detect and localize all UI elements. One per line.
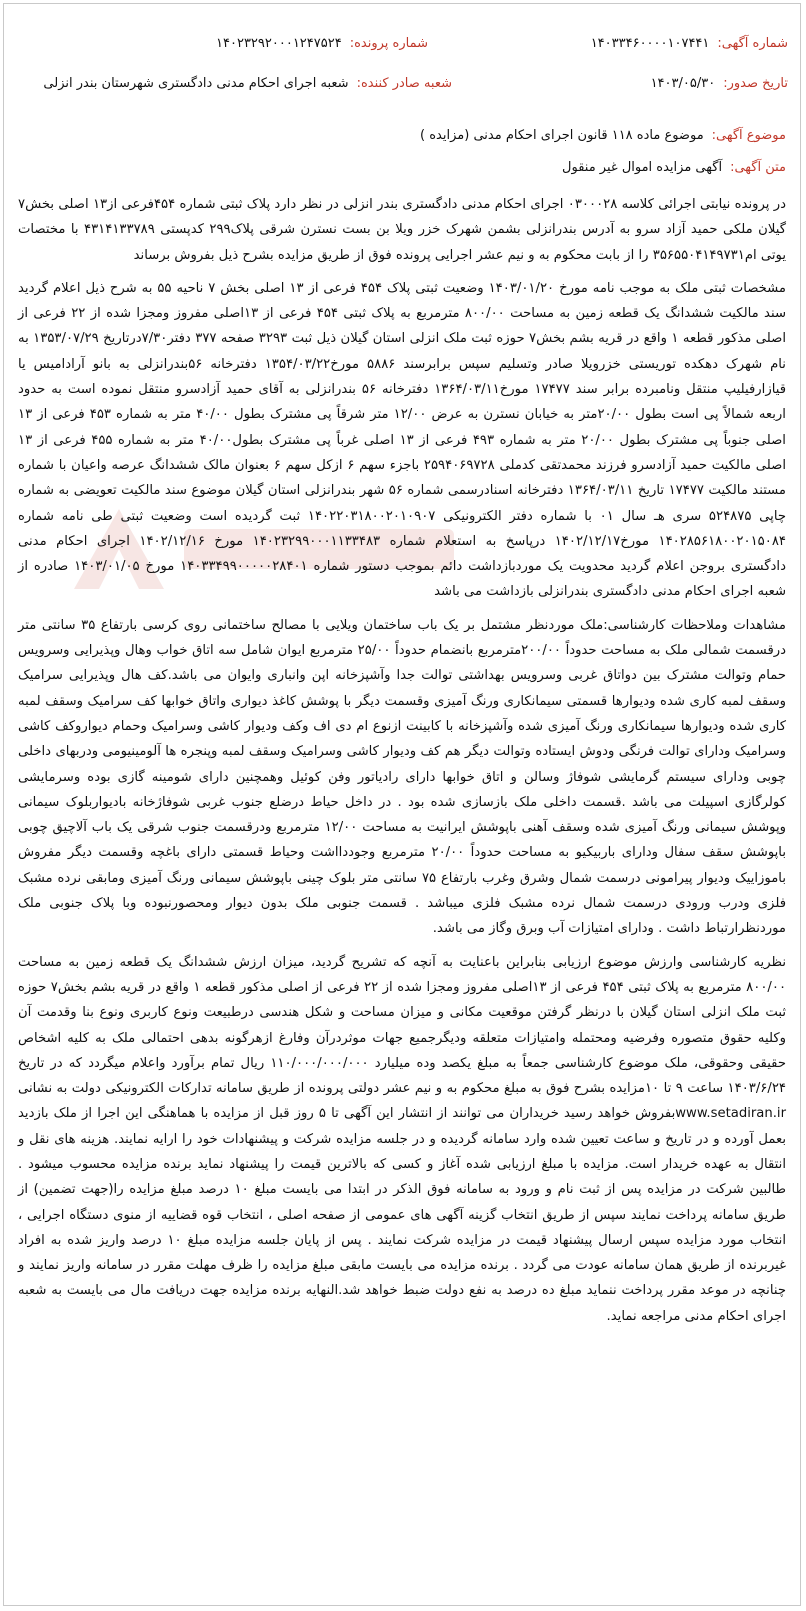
ad-number-label: شماره آگهی: bbox=[717, 36, 788, 51]
issue-date: ۱۴۰۳/۰۵/۳۰ bbox=[650, 76, 716, 91]
notice-title bbox=[562, 160, 786, 175]
paragraph-case-intro: در پرونده نیابتی اجرائی کلاسه ۰۳۰۰۰۲۸ اجرای احکام مدنی دادگستری بندر انزلی در نظر دارد پلاک ثبتی شماره ۴۵۴فرعی از۱۳ اصلی بخش۷ گیلان ملکی حمید آزاد سرو به آدرس بندرانزلی بشمن شهرک خزر ویلا بن بست نسترن شرقی پلاک۲۹۹ کدپستی ۴۳۱۴۱۳۳۷۸۹ با مختصات یوتی ام۳۵۶۵۵۰۴۱۴۹۷۳۱ را از بابت محکوم به و نیم عشر اجرایی پرونده فوق از طریق مزایده بشرح ذیل بفروش برساند bbox=[18, 197, 787, 263]
issue-date-row bbox=[651, 76, 788, 91]
subject-value: موضوع ماده ۱۱۸ قانون اجرای احکام مدنی (مزایده ) bbox=[420, 128, 704, 143]
ad-number: ۱۴۰۳۳۴۶۰۰۰۰۱۰۷۴۴۱ bbox=[590, 36, 710, 51]
paragraph-registration-details: مشخصات ثبتی ملک به موجب نامه مورخ ۱۴۰۳/۰۱/۲۰ وضعیت ثبتی پلاک ۴۵۴ فرعی از ۱۳ اصلی بخش ۷ ناحیه ۵۵ به شرح ذیل اعلام گردید سند مالکیت ششدانگ یک قطعه زمین به مساحت ۸۰۰/۰۰ مترمربع به پلاک ثبتی ۴۵۴ فرعی از ۱۳اصلی مفروز ومجزا شده از ۲۲ فرعی از اصلی مذکور قطعه ۱ واقع در قریه بشم بخش۷ حوزه ثبت ملک انزلی استان گیلان ذیل ثبت ۳۲۹۳ صفحه ۳۷۷ دفتر۷/۳۰درتاریخ ۱۳۵۳/۰۷/۲۹ به نام شهرک دهکده توریستی خزرویلا صادر وتسلیم سپس برابرسند ۵۸۸۶ مورخ۱۳۵۴/۰۳/۲۲ دفترخانه ۵۶بندرانزلی به بانو آرادامیس یا قیازارفیلیپ منتقل ونامبرده برابر سند ۱۷۴۷۷ مورخ۱۳۶۴/۰۳/۱۱ دفترخانه ۵۶ بندرانزلی به آقای حمید آزادسرو منتقل نموده است به حدود اربعه شمالاً پی است بطول ۲۰/۰۰متر به خیابان نسترن به عرض ۱۲/۰۰ متر شرقاً پی مشترک بطول ۴۰/۰۰ متر به شماره ۴۵۳ فرعی از ۱۳ اصلی جنوباً پی مشترک بطول ۲۰/۰۰ متر به شماره ۴۹۳ فرعی از ۱۳ اصلی غرباً پی مشترک بطول۴۰/۰۰ متر به شماره ۴۵۵ فرعی از ۱۳ اصلی مالکیت حمید آزادسرو فرزند محمدتقی کدملی ۲۵۹۴۰۶۹۷۲۸ باجزء سهم ۶ ازکل سهم ۶ بعنوان مالک ششدانگ عرصه واعیان با شماره مستند مالکیت ۱۷۴۷۷ تاریخ ۱۳۶۴/۰۳/۱۱ دفترخانه اسنادرسمی شماره ۵۶ شهر بندرانزلی استان گیلان موضوع سند مالکیت تعویضی به شماره چاپی ۵۲۴۸۷۵ سری هـ سال ۰۱ با شماره دفتر الکترونیکی ۱۴۰۲۲۰۳۱۸۰۰۲۰۱۰۹۰۷ ثبت گردیده است وضعیت ثبتی طی نامه شماره ۱۴۰۲۸۵۶۱۸۰۰۲۰۱۵۰۸۴ مورخ۱۴۰۲/۱۲/۱۷ درپاسخ به استعلام شماره ۱۴۰۲۳۲۹۹۰۰۰۱۱۳۳۴۸۳ مورخ ۱۴۰۲/۱۲/۱۶ اجرای احکام مدنی دادگستری بروجن اعلام گردید محدویت یک موردبازداشت دائم بموجب دستور شماره ۱۴۰۳۳۴۹۹۰۰۰۰۰۲۸۴۰۱ مورخ ۱۴۰۳/۰۱/۰۵ صادره از شعبه اجرای احکام مدنی دادگستری بندرانزلی بازداشت می باشد bbox=[18, 280, 787, 600]
subject-label: موضوع آگهی: bbox=[711, 128, 786, 143]
ad-number-row bbox=[591, 36, 788, 51]
notice-frame bbox=[3, 3, 801, 1606]
issuer-row bbox=[43, 76, 452, 91]
notice-subject bbox=[420, 128, 786, 143]
issuer: شعبه اجرای احکام مدنی دادگستری شهرستان بندر انزلی bbox=[43, 76, 349, 91]
text-title-label: متن آگهی: bbox=[730, 160, 786, 175]
text-title-value: آگهی مزایده اموال غیر منقول bbox=[562, 160, 723, 175]
paragraph-valuation-and-terms: نظریه کارشناسی وارزش موضوع ارزیابی بنابراین باعنایت به آنچه که تشریح گردید، میزان ارزش ششدانگ یک قطعه زمین به مساحت ۸۰۰/۰۰ مترمربع به پلاک ثبتی ۴۵۴ فرعی از ۱۳اصلی مفروز ومجزا شده از ۲۲ فرعی از اصلی مذکور قطعه ۱ واقع در قریه بشم بخش۷ حوزه ثبت ملک انزلی استان گیلان با درنظر گرفتن موقعیت مکانی و میزان مساحت و شکل هندسی درطبیعت ونوع کاربری ونوع بنا وقدمت آن وکلیه حقوق متصوره وفرضیه ومحتمله وامتیازات متعلقه ودیگرجمیع جهات موثردرآن وفارغ ازهرگونه بدهی احتمالی ملک به کلیه اشخاص حقیقی وحقوقی، ملک موضوع کارشناسی جمعاً به مبلغ یکصد وده میلیارد ۱۱۰/۰۰۰/۰۰۰/۰۰۰ ریال تمام برآورد واعلام میگردد که در تاریخ ۱۴۰۳/۶/۲۴ ساعت ۹ تا ۱۰مزایده بشرح فوق به مبلغ محکوم به و نیم عشر دولتی پرونده از طریق سامانه تدارکات الکترونیکی دولت به نشانی www.setadiran.irبفروش خواهد رسید خریداران می توانند از انتشار این آگهی تا ۵ روز قبل از مزایده با هماهنگی این اجرا از ملک بازدید بعمل آورده و در تاریخ و ساعت تعیین شده وارد سامانه گردیده و در جلسه مزایده شرکت و پیشنهادات خود را ارایه نمایند. هزینه های نقل و انتقال به عهده خریدار است. مزایده با مبلغ ارزیابی شده آغاز و کسی که بالاترین قیمت را پیشنهاد نماید برنده مزایده محسوب میشود . طالبین شرکت در مزایده پس از ثبت نام و ورود به سامانه فوق الذکر در ابتدا می بایست مبلغ ۱۰ درصد مبلغ مزایده را(جهت تضمین) از طریق سامانه پرداخت نمایند سپس از طریق انتخاب گزینه آگهی های عمومی از صفحه اصلی ، انتخاب قوه قضاییه از منوی دستگاه اجرایی ، انتخاب مورد مزایده سپس ارسال پیشنهاد قیمت در مزایده شرکت نمایند . پس از پایان جلسه مزایده مبلغ ۱۰ درصد واریز شده به افراد غیربرنده از طریق همان سامانه عودت می گردد . برنده مزایده می بایست مابقی مبلغ مزایده را ظرف مهلت مقرر در سامانه واریز نمایند و چنانچه در موعد مقرر پرداخت ننماید مبلغ ده درصد به نفع دولت ضبط خواهد شد.النهایه برنده مزایده جهت دریافت مال می بایست به شعبه اجرای احکام مدنی مراجعه نماید. bbox=[18, 954, 787, 1324]
paragraph-expert-observations: مشاهدات وملاحظات کارشناسی:ملک موردنظر مشتمل بر یک باب ساختمان ویلایی با مصالح ساختمانی روی کرسی بارتفاع ۳۵ سانتی متر درقسمت شمالی ملک به مساحت حدوداً ۲۰۰/۰۰مترمربع بانضمام حدوداً ۲۵/۰۰ مترمربع ایوان شامل سه اتاق خواب وهال وپذیرایی وسرویس حمام وتوالت مشترک بین دواتاق غربی وسرویس بهداشتی توالت جدا وآشپزخانه اپن وانباری وایوان می باشد.کف هال وپذیرایی سرامیک وسقف لمبه کاری شده ودیوارها قسمتی سیمانکاری ورنگ آمیزی وقسمت دیگر با پوشش کاغذ دیواری واتاق خوابها کف سرامیک وسقف لمبه کاری شده ودیوارها سیمانکاری ورنگ آمیزی شده وآشپزخانه با کابینت ازنوع ام دی اف وکف ودیوار کاشی وسرامیک وحمام دیواروکف کاشی وسرامیک ودارای توالت فرنگی ودوش ایستاده وتوالت دیگر هم کف ودیوار کاشی وسرامیک وسقف لمبه وپنجره ها آلومینیومی ودربهای داخلی چوبی ودارای سیستم گرمایشی شوفاژ وسالن و اتاق خوابها دارای رادیاتور وفن کوئیل وهمچنین دارای شومینه گازی بوده وسرمایشی کولرگازی اسپیلت می باشد .قسمت داخلی ملک بازسازی شده بود . در داخل حیاط درضلع جنوب غربی شوفاژخانه بادیواربلوک سیمانی وپوشش سیمانی ورنگ آمیزی شده وسقف آهنی باپوشش ایرانیت به مساحت ۱۲/۰۰ مترمربع ودرقسمت جنوب شرقی یک باب آلاچیق چوبی باپوشش سقف سفال ودارای باربیکیو به مساحت حدوداً ۲۰/۰۰ مترمربع وجوددااشت وحیاط قسمتی دارای باغچه وقسمت دیگر مفروش باموزاییک ودیوار پیرامونی درسمت شمال وشرق وغرب بارتفاع ۷۵ سانتی متر بلوک چینی باپوشش سیمانی ورنگ آمیزی ومابقی نرده مشبک فلزی ودرب ورودی درسمت شمال نرده مشبک فلزی میباشد . قسمت جنوبی ملک بدون دیوار ومحصورنبوده وبا پلاک جنوبی ملک موردنظرارتباط داشت . ودارای امتیازات آب وبرق وگاز می باشد. bbox=[18, 617, 786, 937]
notice-body bbox=[18, 192, 786, 1337]
case-number: ۱۴۰۲۳۲۹۲۰۰۰۱۲۴۷۵۲۴ bbox=[216, 36, 342, 51]
issue-date-label: تاریخ صدور: bbox=[723, 76, 788, 91]
case-number-label: شماره پرونده: bbox=[349, 36, 428, 51]
issuer-label: شعبه صادر کننده: bbox=[356, 76, 452, 91]
case-number-row bbox=[216, 36, 428, 51]
